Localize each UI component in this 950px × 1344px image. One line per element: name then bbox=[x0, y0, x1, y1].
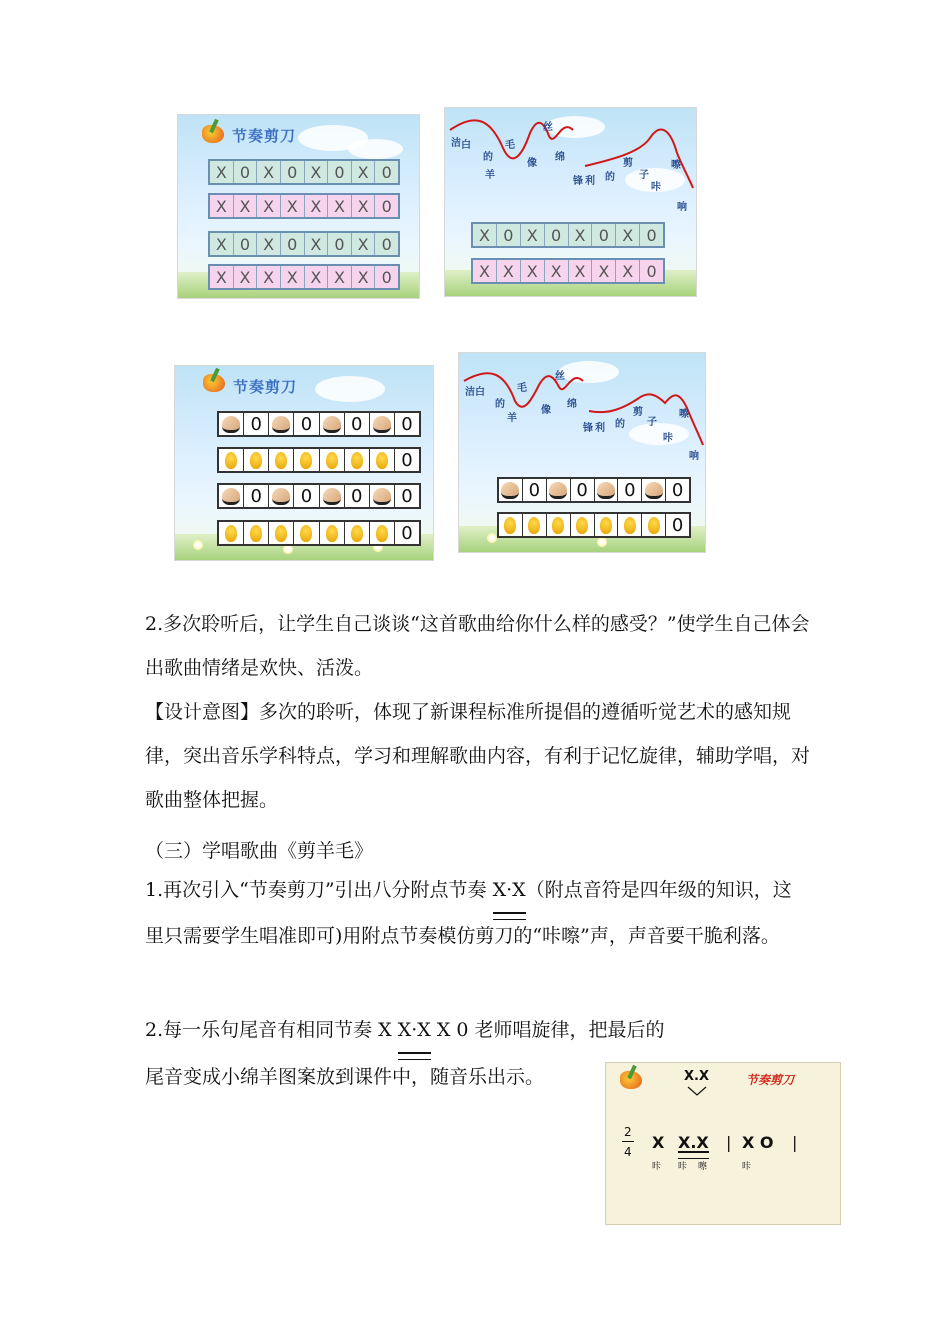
clap-hands-icon bbox=[373, 416, 391, 433]
clap-hands-icon bbox=[272, 416, 290, 433]
slide-rhythm-notation: X.X 节奏剪刀 2 4 X X.X | X O | 咔 咔 嚓 咔 bbox=[605, 1062, 841, 1225]
footprint-icon bbox=[376, 525, 388, 542]
footprint-icon bbox=[225, 525, 237, 542]
clap-hands-icon bbox=[501, 482, 519, 499]
clap-hands-icon bbox=[597, 482, 615, 499]
footprint-icon bbox=[300, 525, 312, 542]
footprint-icon bbox=[250, 525, 262, 542]
dotted-rhythm-notation: X·X bbox=[493, 868, 526, 914]
notation-top: X.X bbox=[684, 1069, 709, 1084]
slide-title: 节奏剪刀 bbox=[233, 378, 298, 396]
paragraph-phrase-ending: 2.每一乐句尾音有相同节奏 X X·X X 0 老师唱旋律，把最后的 bbox=[145, 1008, 810, 1054]
footprint-icon bbox=[376, 452, 388, 469]
section-heading: （三）学唱歌曲《剪羊毛》 bbox=[145, 840, 374, 862]
wheat-logo-icon bbox=[202, 125, 224, 143]
rhythm-row: X 0 X 0 X 0 X 0 bbox=[208, 159, 400, 185]
rhythm-row-stomp: 0 bbox=[217, 447, 421, 473]
footprint-icon bbox=[275, 452, 287, 469]
wheat-logo-icon bbox=[620, 1071, 642, 1089]
clap-hands-icon bbox=[549, 482, 567, 499]
paragraph-listen: 2.多次聆听后，让学生自己谈谈“这首歌曲给你什么样的感受？”使学生自己体会出歌曲情绪是欢快、活泼。 bbox=[145, 613, 810, 679]
notation-title: 节奏剪刀 bbox=[746, 1073, 795, 1087]
footprint-icon bbox=[504, 517, 516, 534]
footprint-icon bbox=[552, 517, 564, 534]
rhythm-row: X X X X X X X 0 bbox=[208, 264, 400, 290]
footprint-icon bbox=[528, 517, 540, 534]
slide-melody-x-top-right: 洁 白 的 羊 毛 像 丝 绵 锋 利 的 剪 子 咔 嚓 响 X 0 X 0 X 0 X 0 X X X X X X X 0 bbox=[444, 107, 697, 297]
slide-title: 节奏剪刀 bbox=[232, 127, 297, 145]
clap-hands-icon bbox=[323, 416, 341, 433]
rhythm-row: X 0 X 0 X 0 X 0 bbox=[471, 222, 665, 248]
slide-melody-icons-bottom-right: 洁 白 的 羊 毛 像 丝 绵 锋 利 的 剪 子 咔 嚓 响 0 0 0 0 0 bbox=[458, 352, 706, 553]
clap-hands-icon bbox=[222, 488, 240, 505]
footprint-icon bbox=[600, 517, 612, 534]
melody-curve bbox=[445, 108, 697, 218]
slide-rhythm-x-top-left bbox=[177, 114, 420, 299]
footprint-icon bbox=[300, 452, 312, 469]
footprint-icon bbox=[351, 525, 363, 542]
rhythm-row: X 0 X 0 X 0 X 0 bbox=[208, 231, 400, 257]
clap-hands-icon bbox=[222, 416, 240, 433]
paragraph-lamb: 尾音变成小绵羊图案放到课件中，随音乐出示。 bbox=[145, 1066, 545, 1088]
clap-hands-icon bbox=[272, 488, 290, 505]
check-icon bbox=[686, 1085, 708, 1097]
footprint-icon bbox=[326, 452, 338, 469]
footprint-icon bbox=[624, 517, 636, 534]
rhythm-row-stomp: 0 bbox=[497, 512, 691, 538]
footprint-icon bbox=[576, 517, 588, 534]
rhythm-row: X X X X X X X 0 bbox=[471, 258, 665, 284]
footprint-icon bbox=[326, 525, 338, 542]
clap-hands-icon bbox=[323, 488, 341, 505]
slide-rhythm-icons-bottom-left bbox=[174, 365, 434, 561]
rhythm-row-stomp: 0 bbox=[217, 520, 421, 546]
clap-hands-icon bbox=[373, 488, 391, 505]
paragraph-design-intent: 【设计意图】多次的聆听，体现了新课程标准所提倡的遵循听觉艺术的感知规律，突出音乐学科特点，学习和理解歌曲内容，有利于记忆旋律，辅助学唱，对歌曲整体把握。 bbox=[145, 701, 811, 811]
footprint-icon bbox=[648, 517, 660, 534]
footprint-icon bbox=[225, 452, 237, 469]
footprint-icon bbox=[351, 452, 363, 469]
rhythm-row-clap: 0 0 0 0 bbox=[217, 483, 421, 509]
rhythm-row-clap: 0 0 0 0 bbox=[497, 477, 691, 503]
footprint-icon bbox=[275, 525, 287, 542]
clap-hands-icon bbox=[645, 482, 663, 499]
dotted-rhythm-notation: X·X bbox=[398, 1008, 431, 1054]
rhythm-row: X X X X X X X 0 bbox=[208, 193, 400, 219]
footprint-icon bbox=[250, 452, 262, 469]
wheat-logo-icon bbox=[203, 374, 225, 392]
rhythm-row-clap: 0 0 0 0 bbox=[217, 411, 421, 437]
paragraph-dotted-rhythm: 1.再次引入“节奏剪刀”引出八分附点节奏 X·X（附点音符是四年级的知识，这里只需要学生唱准即可)用附点节奏模仿剪刀的“咔嚓”声，声音要干脆利落。 bbox=[145, 868, 810, 958]
